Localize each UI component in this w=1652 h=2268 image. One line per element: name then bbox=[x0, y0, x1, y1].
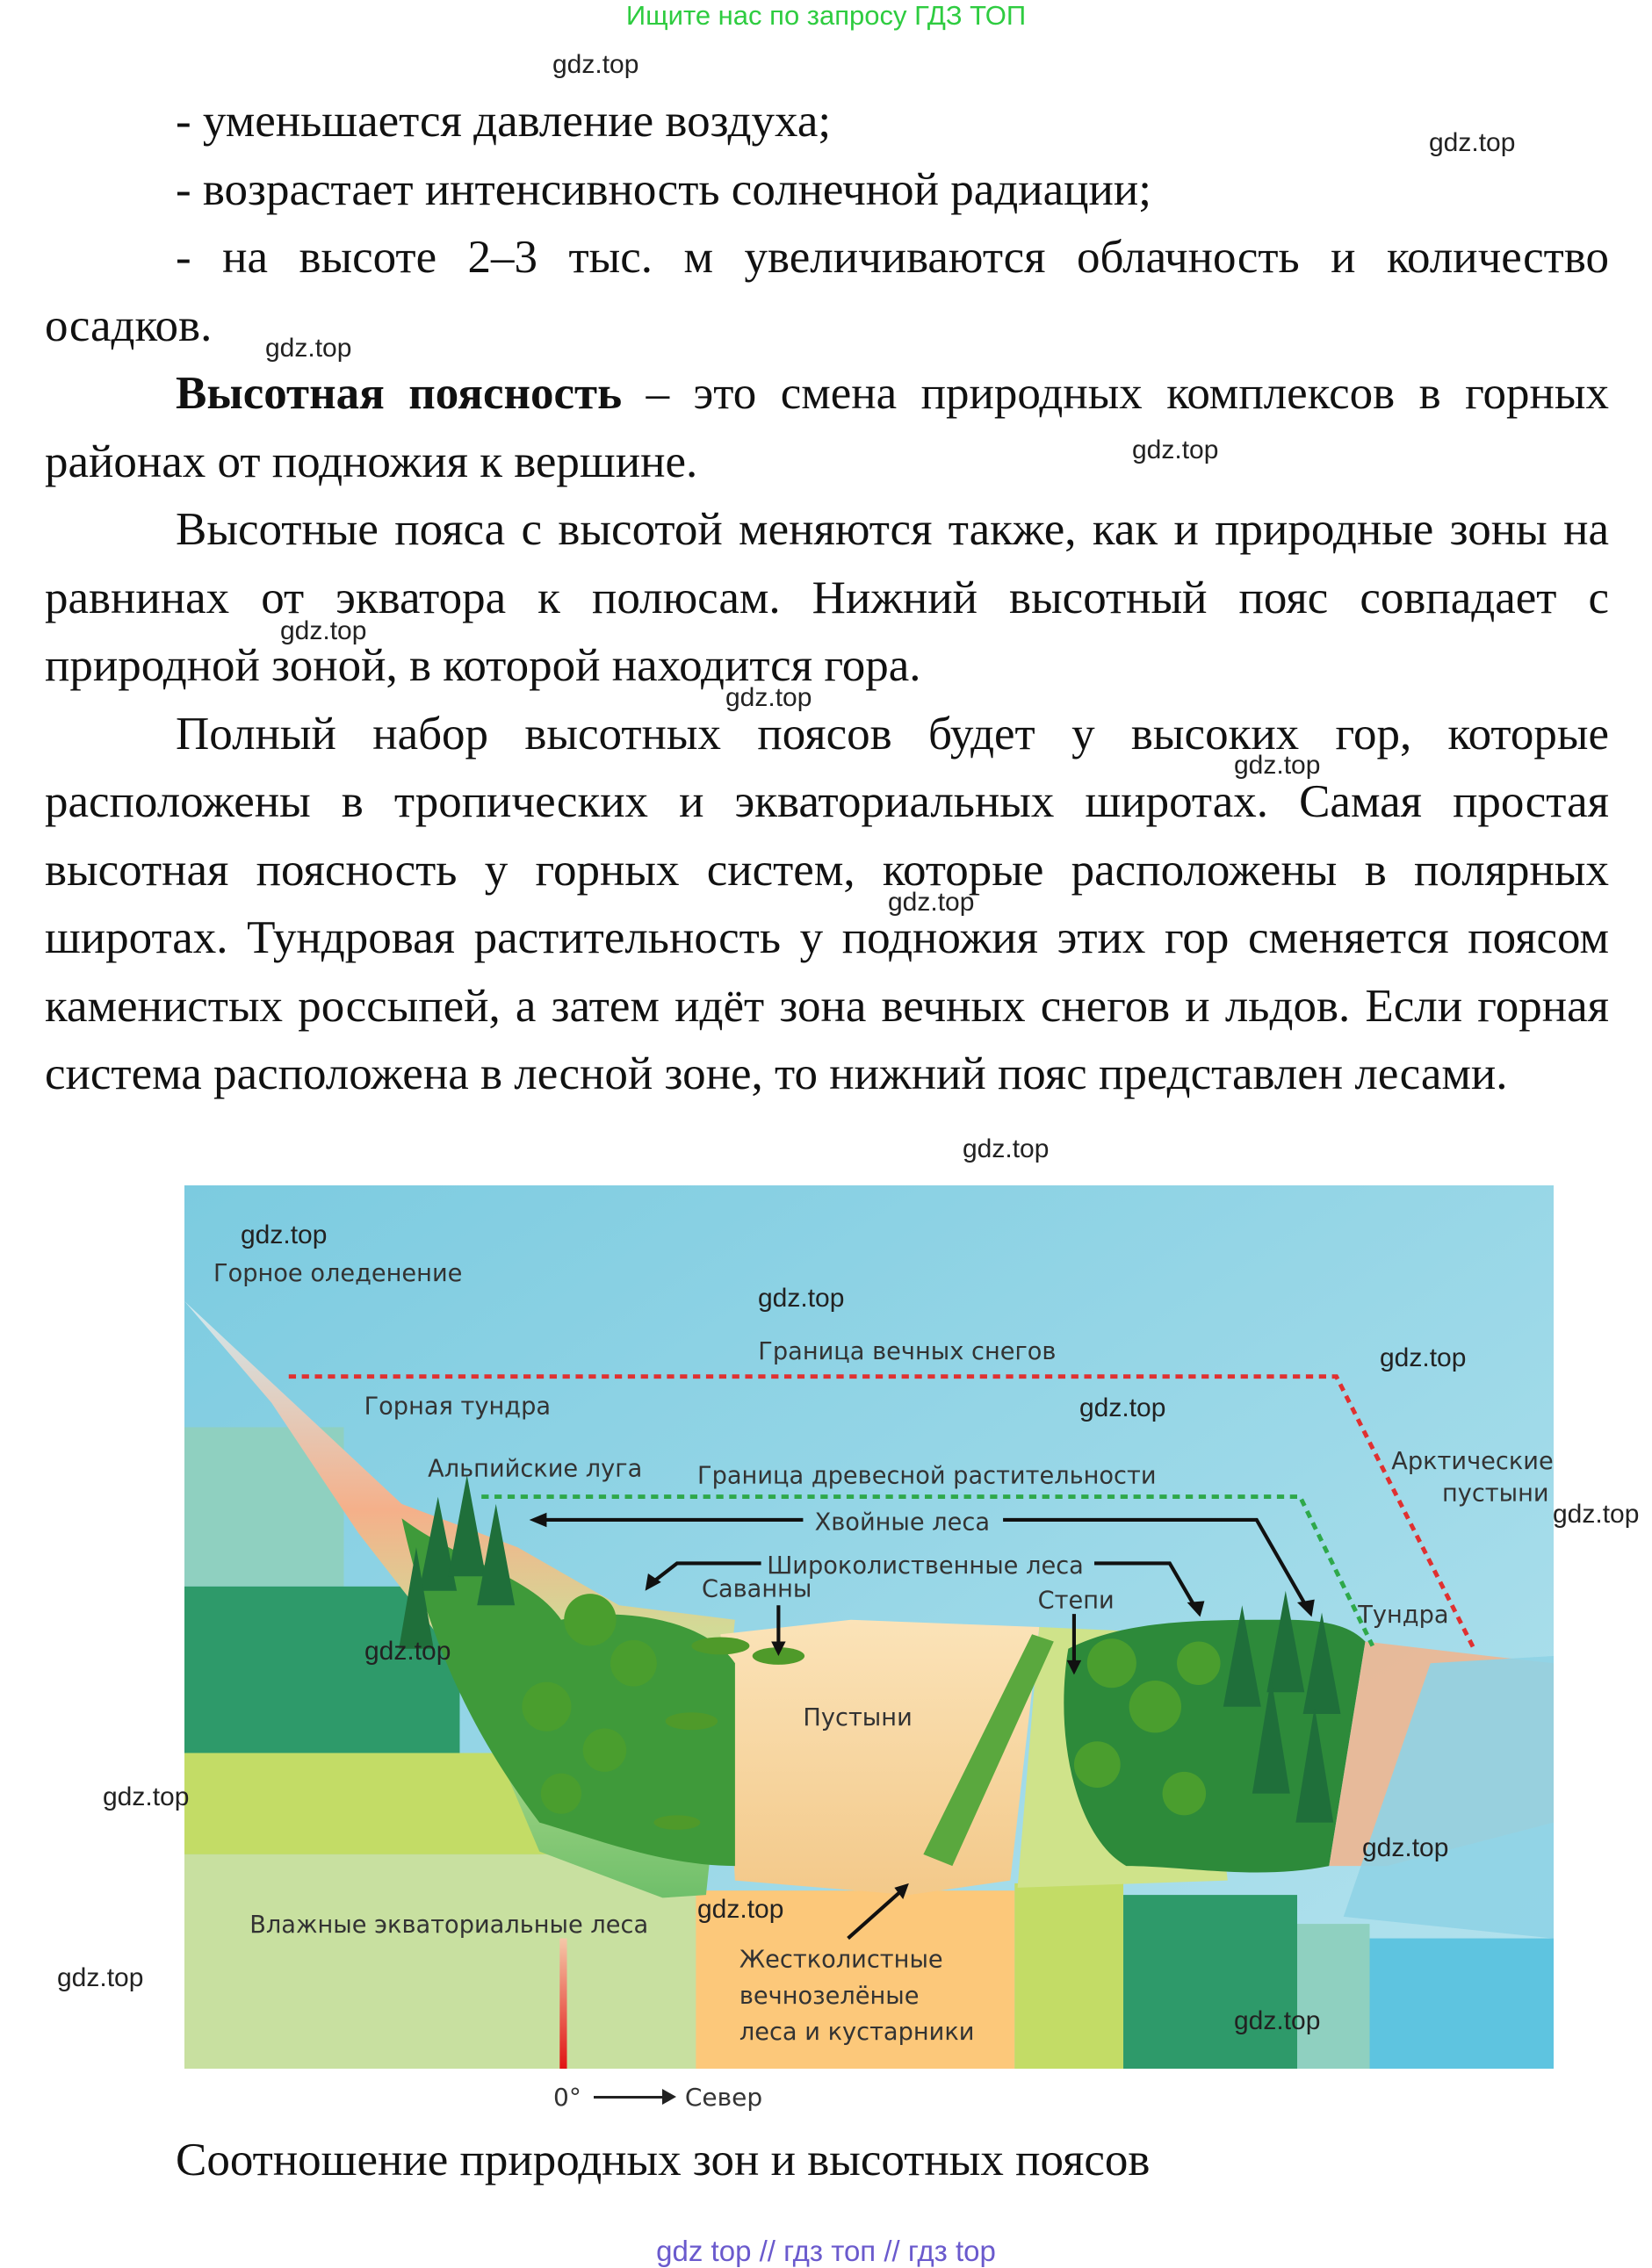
definition: – это смена природных комплексов в горных районах от подножия к вершине. bbox=[45, 368, 1610, 487]
band-equatorial bbox=[184, 1854, 699, 2069]
label-tree-line: Граница древесной растительности bbox=[697, 1462, 1157, 1490]
watermark: gdz.top bbox=[758, 1284, 845, 1313]
body-text bbox=[45, 88, 1609, 1109]
figure-caption: Соотношение природных зон и высотных поясов bbox=[176, 2135, 1151, 2185]
label-coniferous: Хвойные леса bbox=[814, 1508, 991, 1537]
watermark: gdz.top bbox=[963, 1134, 1050, 1163]
label-equatorial: Влажные экваториальные леса bbox=[249, 1911, 649, 1939]
list-line: - на высоте 2–3 тыс. м увеличиваются облачность и количество осадков. bbox=[45, 232, 1609, 351]
label-arctic-deserts: пустыни bbox=[1441, 1480, 1549, 1508]
list-line: - возрастает интенсивность солнечной радиации; bbox=[176, 163, 1151, 215]
list-line: - уменьшается давление воздуха; bbox=[176, 96, 832, 147]
footer-links[interactable]: gdz top // гдз топ // гдз top bbox=[656, 2235, 996, 2267]
label-savannas: Саванны bbox=[701, 1575, 812, 1603]
watermark: gdz.top bbox=[1362, 1833, 1449, 1862]
search-banner[interactable]: Ищите нас по запросу ГДЗ ТОП bbox=[625, 0, 1027, 31]
watermark: gdz.top bbox=[103, 1782, 190, 1811]
label-mountain-tundra: Горная тундра bbox=[364, 1393, 552, 1421]
band-forest bbox=[1123, 1895, 1297, 2069]
watermark: gdz.top bbox=[241, 1220, 328, 1249]
watermark: gdz.top bbox=[1553, 1500, 1640, 1529]
band-arctic bbox=[1369, 1939, 1554, 2069]
equator-line bbox=[559, 1939, 566, 2069]
label-sclerophyll: леса и кустарники bbox=[739, 2019, 975, 2047]
label-broadleaf: Широколиственные леса bbox=[767, 1552, 1084, 1580]
watermark: gdz.top bbox=[265, 334, 352, 363]
label-glaciation: Горное оледенение bbox=[213, 1259, 463, 1287]
term: Высотная поясность bbox=[176, 368, 623, 419]
label-snow-line: Граница вечных снегов bbox=[758, 1337, 1057, 1365]
watermark: gdz.top bbox=[1380, 1343, 1467, 1372]
watermark: gdz.top bbox=[1429, 128, 1516, 157]
label-steppes: Степи bbox=[1037, 1587, 1115, 1615]
paragraph: Полный набор высотных поясов будет у высоких гор, которые расположены в тропических и экваториальных широтах. Самая простая высотная поясность у горных систем, которые расположены в полярных широтах. Тундровая растительность у подножия этих гор сменяется поясом каменистых россыпей, а затем идёт зона вечных снегов и льдов. Если горная система расположена в лесной зоне, то нижний пояс представлен лесами. bbox=[45, 708, 1609, 1099]
label-sclerophyll: Жестколистные bbox=[739, 1946, 943, 1974]
arrow-right-icon bbox=[594, 2096, 673, 2099]
watermark: gdz.top bbox=[280, 616, 367, 645]
watermark: gdz.top bbox=[552, 50, 639, 79]
label-alpine-meadows: Альпийские луга bbox=[428, 1455, 643, 1483]
watermark: gdz.top bbox=[1079, 1393, 1166, 1422]
axis-start: 0° bbox=[553, 2083, 581, 2112]
watermark: gdz.top bbox=[1132, 436, 1219, 464]
watermark: gdz.top bbox=[888, 888, 975, 917]
paragraph: Высотные пояса с высотой меняются также, как и природные зоны на равнинах от экватора к полюсам. Нижний высотный пояс совпадает с природной зоной, в которой находится гора. bbox=[45, 504, 1609, 691]
watermark: gdz.top bbox=[1234, 751, 1321, 780]
definition-paragraph bbox=[45, 360, 1609, 496]
band-steppe bbox=[1014, 1883, 1123, 2069]
watermark: gdz.top bbox=[1234, 2006, 1321, 2035]
altitudinal-zonation-diagram bbox=[184, 1185, 1554, 2069]
watermark: gdz.top bbox=[725, 683, 812, 712]
axis-end: Север bbox=[684, 2083, 763, 2112]
label-arctic-deserts: Арктические bbox=[1391, 1448, 1554, 1476]
watermark: gdz.top bbox=[364, 1637, 451, 1666]
label-deserts: Пустыни bbox=[803, 1704, 913, 1732]
watermark: gdz.top bbox=[697, 1895, 784, 1924]
latitude-axis bbox=[553, 2083, 762, 2112]
label-sclerophyll: вечнозелёные bbox=[739, 1982, 920, 2010]
label-tundra: Тундра bbox=[1358, 1602, 1449, 1630]
band-tundra bbox=[1297, 1924, 1369, 2069]
watermark: gdz.top bbox=[57, 1963, 144, 1992]
